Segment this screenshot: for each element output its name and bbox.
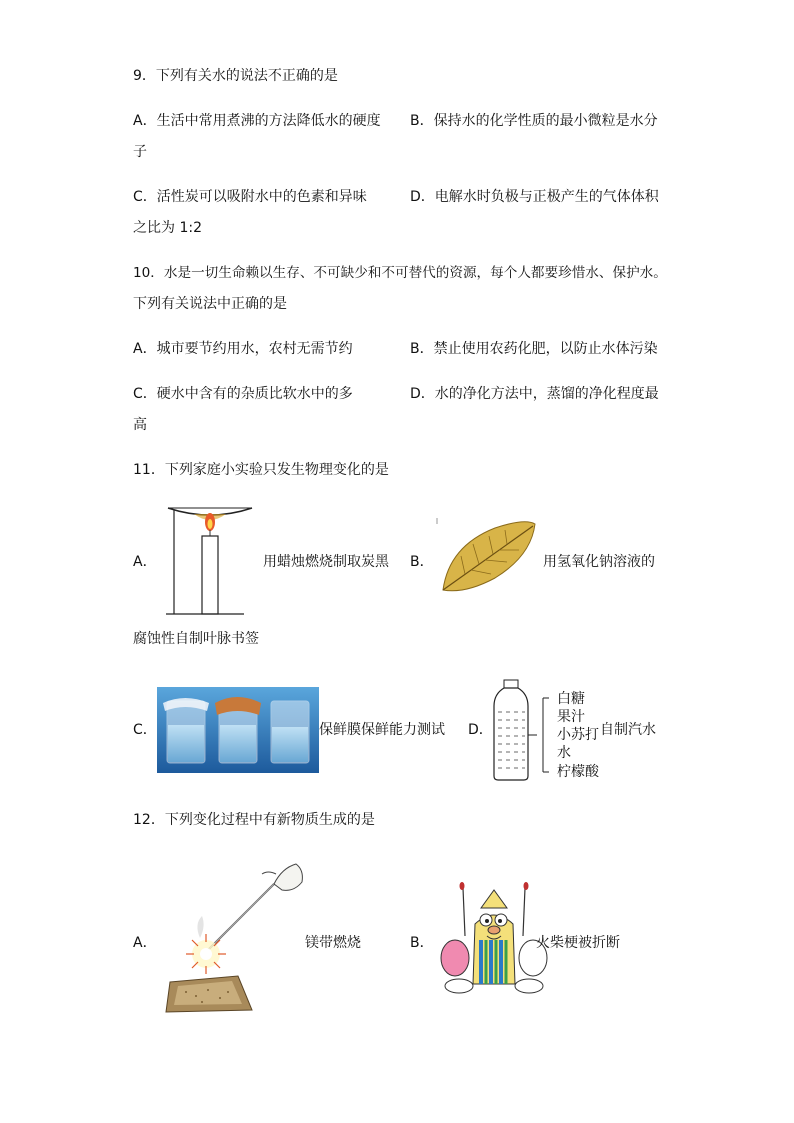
q10-stem: 10．水是一切生命赖以生存、不可缺少和不可替代的资源，每个人都要珍惜水、保护水。: [133, 265, 667, 281]
q11-option-c-label: C．: [133, 722, 157, 738]
q12-option-a-label: A．: [133, 935, 157, 951]
q11-option-b-cont: 腐蚀性自制叶脉书签: [133, 631, 259, 647]
leaf-vein-bookmark-illustration: [435, 516, 539, 596]
q11-option-d-label: D．: [468, 722, 493, 738]
q11-option-d-item-0: 白糖: [557, 691, 585, 707]
q12-option-a-text: 镁带燃烧: [305, 935, 361, 951]
q11-option-c-text: 保鲜膜保鲜能力测试: [319, 722, 445, 738]
q10-option-d: D．水的净化方法中，蒸馏的净化程度最: [410, 386, 659, 402]
q11-option-d-item-2: 小苏打: [557, 727, 599, 743]
plastic-wrap-glasses-photo: [157, 687, 319, 773]
q11-option-b-label: B．: [410, 554, 434, 570]
q12-option-b-text: 火柴梗被折断: [536, 935, 620, 951]
q9-option-c: C．活性炭可以吸附水中的色素和异味: [133, 189, 367, 205]
q9-option-d-cont: 之比为 1:2: [133, 220, 202, 236]
homemade-soda-bottle-diagram: [489, 678, 549, 782]
candle-soot-illustration: [164, 500, 256, 616]
q10-stem-cont: 下列有关说法中正确的是: [133, 296, 287, 312]
q12-option-b-label: B．: [410, 935, 434, 951]
magnesium-burning-illustration: [156, 854, 306, 1016]
q11-stem: 11．下列家庭小实验只发生物理变化的是: [133, 462, 389, 478]
q11-option-a-label: A．: [133, 554, 157, 570]
q10-option-c: C．硬水中含有的杂质比软水中的多: [133, 386, 353, 402]
q11-option-d-item-3: 水: [557, 745, 571, 761]
q11-option-d-item-1: 果汁: [557, 709, 585, 725]
q9-option-b: B．保持水的化学性质的最小微粒是水分: [410, 113, 658, 129]
q10-option-b: B．禁止使用农药化肥，以防止水体污染: [410, 341, 658, 357]
q11-option-a-text: 用蜡烛燃烧制取炭黑: [263, 554, 389, 570]
q9-stem: 9．下列有关水的说法不正确的是: [133, 68, 338, 84]
q9-option-a: A．生活中常用煮沸的方法降低水的硬度: [133, 113, 381, 129]
q11-option-d-item-4: 柠檬酸: [557, 764, 599, 780]
q9-option-b-cont: 子: [133, 144, 147, 160]
q9-option-d: D．电解水时负极与正极产生的气体体积: [410, 189, 659, 205]
q12-stem: 12．下列变化过程中有新物质生成的是: [133, 812, 375, 828]
q11-option-b-text: 用氢氧化钠溶液的: [543, 554, 655, 570]
q10-option-a: A．城市要节约用水，农村无需节约: [133, 341, 353, 357]
q10-option-c-cont: 高: [133, 417, 147, 433]
q11-option-d-text: 自制汽水: [600, 722, 656, 738]
